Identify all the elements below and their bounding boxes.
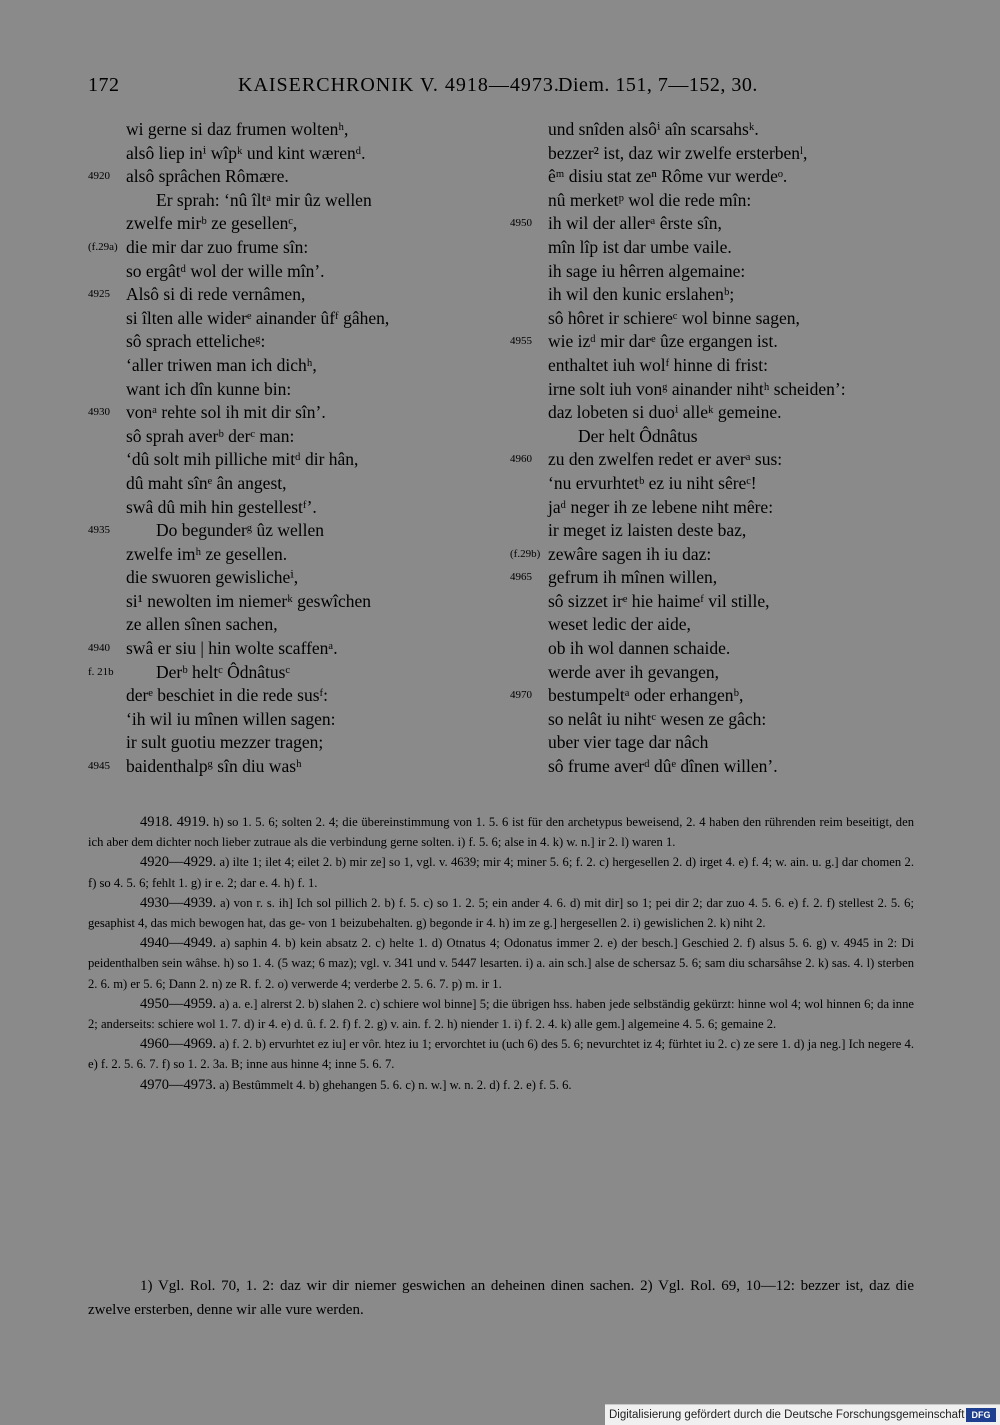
verse-line bbox=[510, 590, 930, 614]
line-number: (f.29a) bbox=[88, 240, 118, 253]
right-verse-column bbox=[510, 118, 930, 779]
verse-text: zwelfe imʰ ze gesellen. bbox=[126, 543, 288, 564]
verse-line bbox=[88, 708, 518, 732]
verse-text: Do begunderᵍ ûz wellen bbox=[156, 520, 325, 541]
verse-line bbox=[510, 566, 930, 590]
verse-text: gefrum ih mînen willen, bbox=[548, 567, 718, 588]
verse-line bbox=[88, 307, 518, 331]
line-number: 4920 bbox=[88, 170, 110, 183]
verse-text: sô hôret ir schiereᶜ wol binne sagen, bbox=[548, 307, 800, 328]
apparatus-verse-range: 4950—4959. bbox=[140, 995, 217, 1012]
line-number: 4970 bbox=[510, 689, 532, 702]
line-number: 4960 bbox=[510, 453, 532, 466]
verse-text: alsô liep inⁱ wîpᵏ und kint wærenᵈ. bbox=[126, 142, 366, 163]
verse-text: want ich dîn kunne bin: bbox=[126, 378, 292, 399]
verse-line bbox=[510, 661, 930, 685]
verse-line bbox=[88, 260, 518, 284]
verse-line bbox=[88, 425, 518, 449]
verse-line bbox=[88, 189, 518, 213]
verse-line bbox=[510, 142, 930, 166]
verse-line bbox=[510, 496, 930, 520]
verse-line bbox=[510, 236, 930, 260]
verse-text: swâ dû mih hin gestellestᶠ’. bbox=[126, 496, 317, 517]
verse-line bbox=[510, 755, 930, 779]
dfg-banner[interactable] bbox=[605, 1404, 1000, 1425]
verse-text: so ergâtᵈ wol der wille mîn’. bbox=[126, 260, 325, 281]
left-verse-column bbox=[88, 118, 518, 779]
verse-line bbox=[88, 613, 518, 637]
page-header bbox=[88, 74, 918, 104]
footnotes bbox=[88, 1274, 914, 1322]
line-number: 4950 bbox=[510, 217, 532, 230]
verse-text: bestumpeltᵃ oder erhangenᵇ, bbox=[548, 685, 744, 706]
apparatus-entry bbox=[88, 994, 914, 1034]
verse-text: ‘aller triwen man ich dichʰ, bbox=[126, 354, 317, 375]
verse-text: bezzer² ist, daz wir zwelfe ersterbenˡ, bbox=[548, 142, 808, 163]
verse-line bbox=[88, 472, 518, 496]
verse-text: Er sprah: ‘nû îltᵃ mir ûz wellen bbox=[156, 189, 372, 210]
verse-text: werde aver ih gevangen, bbox=[548, 661, 720, 682]
verse-text: ‘nu ervurhtetᵇ ez iu niht sêreᶜ! bbox=[548, 472, 757, 493]
verse-line bbox=[88, 142, 518, 166]
verse-text: so nelât iu nihtᶜ wesen ze gâch: bbox=[548, 708, 767, 729]
line-number: 4925 bbox=[88, 288, 110, 301]
verse-line bbox=[88, 165, 518, 189]
verse-text: si¹ newolten im niemerᵏ geswîchen bbox=[126, 590, 372, 611]
apparatus-text: a) a. e.] alrerst 2. b) slahen 2. c) schiere wol binne] 5; die übrigen hss. haben jede selbständig gekürzt: hinne wol 4; wol hinnen 6; da inne 2; anderseits: schiere wol 1. 7. d) ir 4. e) d. û. f. 2. f) f. 2. g) v. ain. f. 2. h) niender 1. i) f. 2. 4. k) alle gem.] algemeine 4. 5. 6; gemaine 2. bbox=[88, 996, 914, 1032]
verse-line bbox=[88, 401, 518, 425]
verse-line bbox=[510, 401, 930, 425]
apparatus-text: a) saphin 4. b) kein absatz 2. c) helte 1. d) Otnatus 4; Odonatus immer 2. e) der besch.] Geschied 2. f) alsus 5. 6. g) v. 4945 in 2: Di peidenthalben sein wâhse. h) so 1. 4. (5 waz; 6 maz); vgl. v. 341 und v. 5447 lesarten. i) a. ain sch.] alse de schersaz 5. 6; sam diu scharsâhse 2. k) sas. 4. l) sterben 2. 6. m) er 5. 6; Dann 2. n) ze R. f. 2. o) verwerde 4; verderbe 2. 5. 6. 7. p) m. ir 1. bbox=[88, 936, 915, 991]
footnote-text: 1) Vgl. Rol. 70, 1. 2: daz wir dir niemer geswichen an deheinen dinen sachen. 2) Vgl. Rol. 69, 10—12: bezzer ist, daz die zwelve ersterben, denne wir alle vure werden. bbox=[88, 1278, 914, 1318]
line-number: 4940 bbox=[88, 642, 110, 655]
page-number: 172 bbox=[88, 74, 120, 96]
verse-text: weset ledic der aide, bbox=[548, 614, 691, 635]
verse-line bbox=[510, 731, 930, 755]
verse-text: ze allen sînen sachen, bbox=[126, 614, 278, 635]
verse-line bbox=[88, 543, 518, 567]
verse-line bbox=[510, 472, 930, 496]
verse-text: die swuoren gewislicheⁱ, bbox=[126, 567, 299, 588]
apparatus-entry bbox=[88, 1034, 914, 1074]
verse-line bbox=[510, 354, 930, 378]
apparatus-entry bbox=[88, 1075, 914, 1095]
verse-line bbox=[88, 118, 518, 142]
line-number: f. 21b bbox=[88, 665, 114, 678]
apparatus-text: h) so 1. 5. 6; solten 2. 4; die übereinstimmung von 1. 5. 6 ist für den archetypus beweisend, 2. 4 haben den rührenden reim beseitigt, den ich aber dem dichter noch lieber zutraue als die verbindung gerne solten. i) f. 5. 6; alse in 4. k) w. n.] ir 2. l) waren 1. bbox=[88, 815, 914, 850]
verse-line bbox=[88, 496, 518, 520]
verse-text: si îlten alle widerᵉ ainander ûfᶠ gâhen, bbox=[126, 307, 390, 328]
verse-line bbox=[88, 755, 518, 779]
verse-text: Der helt Ôdnâtus bbox=[578, 425, 698, 446]
verse-line bbox=[88, 330, 518, 354]
verse-text: ih sage iu hêrren algemaine: bbox=[548, 260, 746, 281]
line-number: (f.29b) bbox=[510, 547, 541, 560]
verse-line bbox=[510, 330, 930, 354]
verse-line bbox=[510, 448, 930, 472]
apparatus-text: a) ilte 1; ilet 4; eilet 2. b) mir ze] so 1, vgl. v. 4639; mir 4; miner 5. 6; f. 2. c) hergesellen 2. d) irget 4. e) f. 4; w. ain. u. g.] dar chomen 2. f) so 4. 5. 6; fehlt 1. g) ir e. 2; dar e. 4. h) f. 1. bbox=[88, 855, 914, 890]
verse-line bbox=[88, 283, 518, 307]
dfg-logo: DFG bbox=[966, 1408, 996, 1422]
verse-text: ir sult guotiu mezzer tragen; bbox=[126, 732, 324, 753]
verse-line bbox=[88, 684, 518, 708]
verse-text: ‘dû solt mih pilliche mitᵈ dir hân, bbox=[126, 449, 359, 470]
verse-line bbox=[510, 189, 930, 213]
verse-line bbox=[510, 543, 930, 567]
verse-text: und snîden alsôⁱ aîn scarsahsᵏ. bbox=[548, 119, 759, 139]
apparatus-verse-range: 4930—4939. bbox=[140, 894, 217, 911]
verse-text: uber vier tage dar nâch bbox=[548, 732, 709, 753]
verse-text: zewâre sagen ih iu daz: bbox=[548, 543, 712, 564]
verse-text: ih wil der allerᵃ êrste sîn, bbox=[548, 213, 722, 234]
line-number: 4945 bbox=[88, 760, 110, 773]
verse-line bbox=[88, 519, 518, 543]
verse-text: jaᵈ neger ih ze lebene niht mêre: bbox=[548, 496, 774, 517]
critical-apparatus bbox=[88, 812, 914, 1095]
verse-text: sô sprach ettelicheᵍ: bbox=[126, 331, 266, 352]
apparatus-text: a) Bestûmmelt 4. b) ghehangen 5. 6. c) n. w.] w. n. 2. d) f. 2. e) f. 5. 6. bbox=[219, 1077, 572, 1092]
verse-line bbox=[88, 566, 518, 590]
verse-line bbox=[88, 448, 518, 472]
apparatus-verse-range: 4918. 4919. bbox=[140, 814, 210, 830]
verse-text: nû merketᵖ wol die rede mîn: bbox=[548, 189, 752, 210]
verse-line bbox=[510, 425, 930, 449]
verse-text: vonᵃ rehte sol ih mit dir sîn’. bbox=[126, 402, 326, 423]
verse-text: mîn lîp ist dar umbe vaile. bbox=[548, 236, 732, 257]
verse-line bbox=[88, 236, 518, 260]
apparatus-verse-range: 4970—4973. bbox=[140, 1076, 217, 1093]
verse-text: Alsô si di rede vernâmen, bbox=[126, 284, 306, 305]
verse-line bbox=[510, 613, 930, 637]
verse-line bbox=[88, 731, 518, 755]
source-reference: Diem. 151, 7—152, 30. bbox=[558, 74, 758, 96]
apparatus-text: a) von r. s. ih] Ich sol pillich 2. b) f. 5. c) so 1. 2. 5; ein ander 4. 6. d) mit dir] so 1; pei dir 2; dar zuo 4. 5. 6. e) f. 2. f) stellest 2. 5. 6; gesaphist 4, das mich bewogen hat, das ge- von 1 beizubehalten. g) begonde ir 4. h) im ze g.] hergesellen 2. i) gewislichen 2. k) niht 2. bbox=[88, 895, 914, 931]
verse-line bbox=[88, 590, 518, 614]
apparatus-entry bbox=[88, 933, 914, 994]
verse-text: wie izᵈ mir darᵉ ûze ergangen ist. bbox=[548, 331, 778, 352]
verse-text: ‘ih wil iu mînen willen sagen: bbox=[126, 708, 336, 729]
verse-line bbox=[510, 165, 930, 189]
verse-line bbox=[510, 708, 930, 732]
verse-line bbox=[88, 661, 518, 685]
verse-line bbox=[510, 212, 930, 236]
verse-text: sô frume averᵈ dûᵉ dînen willen’. bbox=[548, 756, 778, 777]
running-title: KAISERCHRONIK V. 4918—4973. bbox=[238, 74, 560, 96]
verse-line bbox=[88, 378, 518, 402]
verse-line bbox=[510, 519, 930, 543]
verse-text: swâ er siu | hin wolte scaffenᵃ. bbox=[126, 638, 338, 659]
verse-line bbox=[510, 283, 930, 307]
line-number: 4955 bbox=[510, 335, 532, 348]
verse-line bbox=[510, 260, 930, 284]
line-number: 4930 bbox=[88, 406, 110, 419]
verse-line bbox=[510, 637, 930, 661]
verse-text: sô sizzet irᵉ hie haimeᶠ vil stille, bbox=[548, 590, 770, 611]
verse-text: dû maht sînᵉ ân angest, bbox=[126, 472, 287, 493]
verse-line bbox=[510, 684, 930, 708]
verse-text: irne solt iuh vonᵍ ainander nihtʰ scheiden’: bbox=[548, 378, 846, 399]
verse-text: êᵐ disiu stat zeⁿ Rôme vur werdeᵒ. bbox=[548, 166, 788, 187]
verse-text: enthaltet iuh wolᶠ hinne di frist: bbox=[548, 354, 768, 375]
verse-text: ih wil den kunic erslahenᵇ; bbox=[548, 284, 735, 305]
apparatus-entry bbox=[88, 812, 914, 852]
verse-text: baidenthalpᵍ sîn diu wasʰ bbox=[126, 756, 302, 777]
verse-line bbox=[510, 307, 930, 331]
apparatus-text: a) f. 2. b) ervurhtet ez iu] er vôr. htez iu 1; ervorchtet iu (uch 6) des 5. 6; nevurchtet iz 4; fürhtet iu 2. c) ze sere 1. d) ja neg.] Ich negere 4. e) f. 2. 5. 6. 7. f) so 1. 2. 3a. B; inne aus hinne 4; inne 5. 6. 7. bbox=[88, 1037, 914, 1072]
apparatus-entry bbox=[88, 893, 914, 933]
verse-text: alsô sprâchen Rômære. bbox=[126, 166, 289, 187]
dfg-banner-text: Digitalisierung gefördert durch die Deutsche Forschungsgemeinschaft bbox=[609, 1409, 965, 1421]
verse-text: zwelfe mirᵇ ze gesellenᶜ, bbox=[126, 213, 298, 234]
line-number: 4935 bbox=[88, 524, 110, 537]
verse-text: wi gerne si daz frumen woltenʰ, bbox=[126, 119, 349, 139]
verse-text: derᵉ beschiet in die rede susᶠ: bbox=[126, 685, 329, 706]
apparatus-verse-range: 4920—4929. bbox=[140, 854, 217, 871]
verse-text: ob ih wol dannen schaide. bbox=[548, 638, 731, 659]
apparatus-entry bbox=[88, 852, 914, 892]
verse-line bbox=[88, 637, 518, 661]
verse-line bbox=[510, 378, 930, 402]
verse-text: die mir dar zuo frume sîn: bbox=[126, 236, 309, 257]
verse-line bbox=[88, 212, 518, 236]
verse-text: sô sprah averᵇ derᶜ man: bbox=[126, 425, 295, 446]
verse-line bbox=[88, 354, 518, 378]
apparatus-verse-range: 4960—4969. bbox=[140, 1036, 217, 1053]
apparatus-verse-range: 4940—4949. bbox=[140, 935, 217, 952]
verse-text: ir meget iz laisten deste baz, bbox=[548, 520, 747, 541]
verse-text: zu den zwelfen redet er averᵃ sus: bbox=[548, 449, 783, 470]
verse-text: Derᵇ heltᶜ Ôdnâtusᶜ bbox=[156, 661, 290, 682]
verse-text: daz lobeten si duoⁱ alleᵏ gemeine. bbox=[548, 402, 782, 423]
verse-line bbox=[510, 118, 930, 142]
line-number: 4965 bbox=[510, 571, 532, 584]
